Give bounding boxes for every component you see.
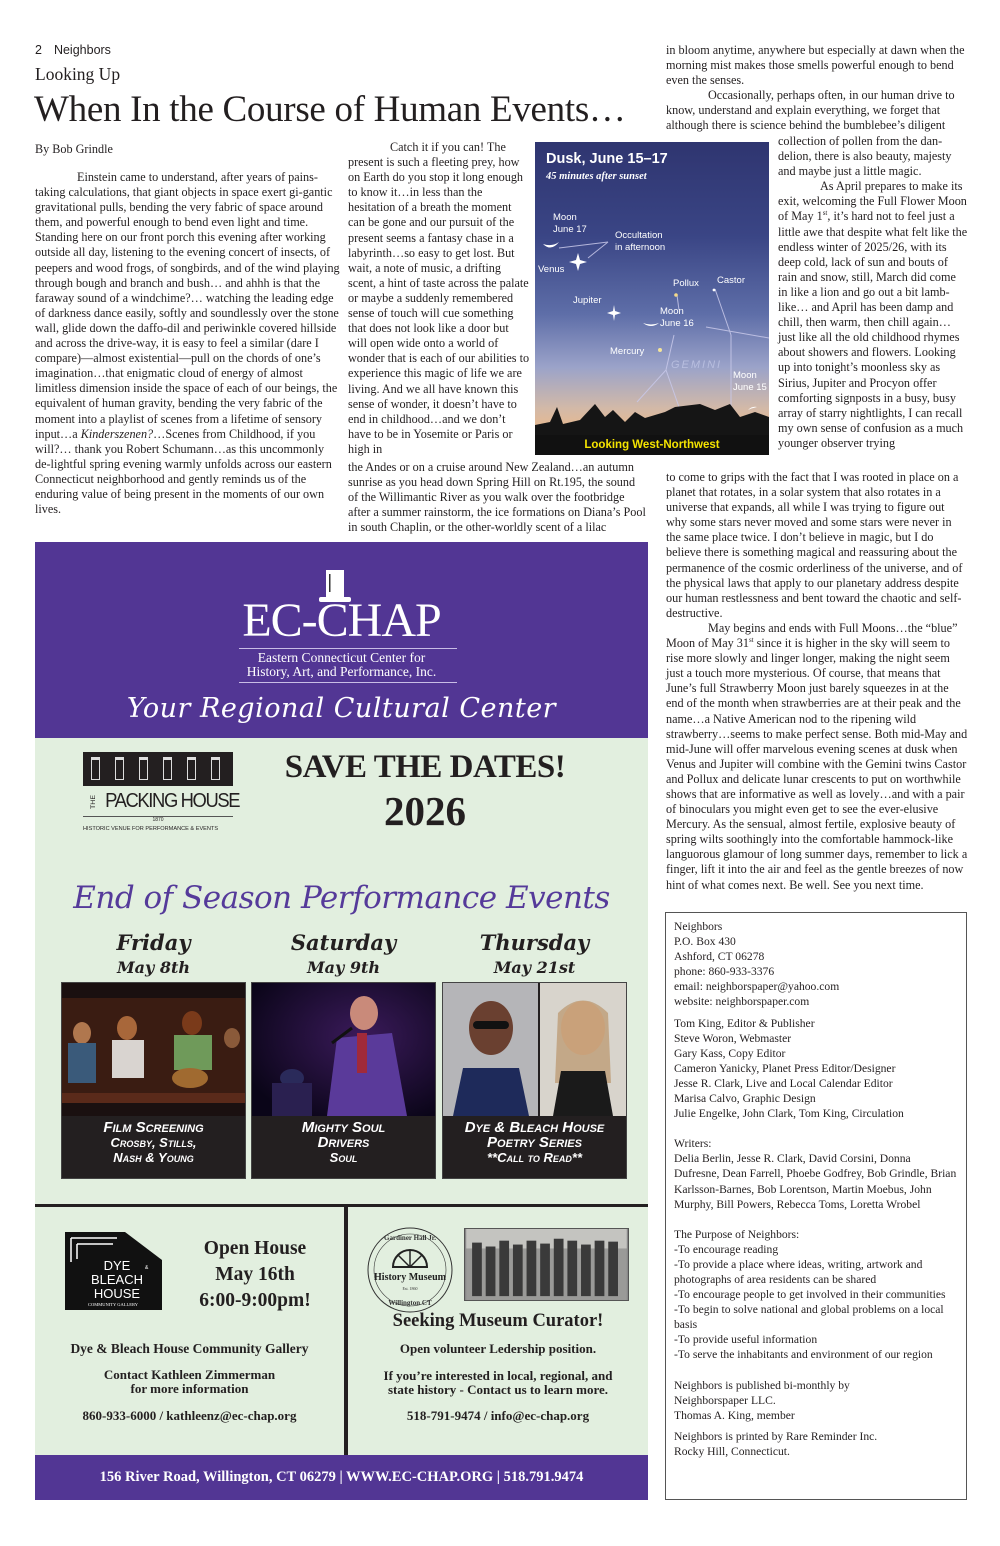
seal-text: Willington CT [388, 1299, 432, 1307]
masthead-box [665, 912, 967, 1500]
article-column-3-wrap [778, 134, 968, 451]
ec-chap-advertisement [35, 542, 648, 1500]
moon-crescent-june17 [543, 242, 559, 248]
published-line: Neighborspaper LLC. [674, 1393, 776, 1407]
event-subtitle: Poetry Series [487, 1134, 582, 1151]
address-line: P.O. Box 430 [674, 935, 736, 949]
event-date: May 8th [116, 958, 191, 977]
masthead-address [674, 919, 958, 1010]
poets-photo [443, 983, 626, 1116]
label-moon-june15: Moon June 15 [733, 370, 767, 393]
save-the-dates-year: 2026 [384, 788, 466, 834]
writers-label: Writers: [674, 1137, 712, 1151]
logo-text: COMMUNITY GALLERY [88, 1302, 138, 1307]
paragraph: Catch it if you can! The present is such a fleeting prey, how on Earth do you stop it long enough to know it…in less than the hesitation of a breath the moment can be gone and our pursuit of the present seems a fantasy chase in a labyrinth…so easy to get lost. But wait, a note of music, a drifting scent, a hint of taste across the palate or maybe a suddenly remembered sense of touch will cue something that does not look like a door but will open wide onto a world of wonder that is each of our abilities to experience this magic of life we are living. And we all have known this sense of wonder, it doesn’t have to end in childhood…and we don’t have to be in Yosemite or Paris or high in [348, 140, 530, 456]
packing-house-the: THE [90, 794, 97, 809]
ad-divider-horizontal [35, 1204, 648, 1207]
purpose-item: -To serve the inhabitants and environment of our region [674, 1348, 933, 1362]
event-friday [61, 930, 246, 1179]
column-icon [211, 757, 220, 780]
paragraph-text: since it is higher in the sky will seem to rise more slowly and linger longer, making the night seem just a touch more mysterious. Of course, that means that June’s full Strawberry Moon just barely squeezes in at the end of the month when strawberries are at their peak and the name…a Native American nod to the ripening wild strawberry…seems to make perfect sense. Both mid-May and mid-June will offer marvelous evening scenes at dusk when Venus and Jupiter will combine with the Gemini twins Castor and Pollux and delicate lunar crescents to put on worthwhile shows that are informative as well as lovely…and with a pair of binoculars you might even get to see the ever-elusive Mercury. As the sensual, almost fertile, explosive beauty of spring wilts soothingly into the comfortable hammock-like languorous glamour of long summer days, remember to lick a finger, lift it into the air and feel as the gentle breezes of now hint of what comes next. Be well. See you next time. [666, 636, 968, 892]
purpose-item: -To encourage people to get involved in their communities [674, 1288, 946, 1302]
packing-house-name [83, 789, 240, 813]
paragraph: collection of pollen from the dan-delion, there is also beauty, majesty and maybe just a little magic. [778, 134, 952, 179]
band-photo [62, 983, 245, 1116]
staff-line: Jesse R. Clark, Live and Local Calendar Editor [674, 1076, 893, 1090]
event-caption [443, 1120, 626, 1165]
address-line: Neighbors [674, 920, 723, 933]
superscript: st [748, 635, 754, 644]
writers-list: Delia Berlin, Jesse R. Clark, David Corsini, Donna Dufresne, Dean Farrell, Phoebe Godfrey, Bob Grindle, Brian Karlsson-Barnes, Bob Lorentson, Martin Moebus, John Murphy, Bill Powers, Rebecca Toms, Loretta Wrobel [674, 1152, 957, 1211]
paragraph: the Andes or on a cruise around New Zealand…an autumn sunrise as you head down Spring Hill on Rt.195, the sound of the Willimantic River as you walk over the footbridge after a summer rainstorm, the ice formations on Diana’s Pool in south Chaplin, or the other-worldly scent of a lilac [348, 460, 646, 535]
staff-line: Cameron Yanicky, Planet Press Editor/Designer [674, 1061, 896, 1075]
article-column-3-top [666, 43, 966, 134]
packing-house-title: PACKING HOUSE [105, 790, 240, 812]
contact-line: Contact Kathleen Zimmerman [103, 1367, 276, 1382]
ec-chap-logo-text: EC-CHAP [242, 594, 441, 647]
seal-text: Est. 1860 [402, 1286, 418, 1291]
printed-line: Rocky Hill, Connecticut. [674, 1444, 790, 1458]
running-head [35, 43, 123, 57]
logo-text: & [145, 1265, 149, 1271]
label-jupiter: Jupiter [573, 295, 602, 306]
paragraph-text: May begins and ends with Full Moons…the “blue” Moon of May 31 [666, 620, 958, 651]
save-the-dates-heading: SAVE THE DATES! [284, 749, 566, 785]
open-house-time: 6:00-9:00pm! [199, 1290, 311, 1311]
logo-text: DYE [103, 1258, 131, 1273]
byline: By Bob Grindle [35, 142, 113, 156]
logo-text: HOUSE [93, 1286, 141, 1301]
page-number: 2 [35, 43, 42, 57]
event-caption [252, 1120, 435, 1165]
museum-heading: Seeking Museum Curator! [392, 1311, 604, 1331]
paragraph: Occasionally, perhaps often, in our human drive to know, understand and explain everything, we forget that although there is science behind the bumblebee’s diligent [666, 88, 955, 133]
ad-header-band [35, 542, 648, 738]
castor-dot [713, 289, 716, 292]
article-column-2 [348, 140, 530, 458]
event-card [61, 982, 246, 1179]
article-column-1 [35, 170, 340, 517]
event-date: May 9th [306, 958, 381, 977]
event-title: Dye & Bleach House [464, 1119, 605, 1136]
paragraph: to come to grips with the fact that I was rooted in place on a planet that rotates, in a solar system that also rotates in a universe that expands, all while I was trying to figure out why some stars never moved and some stars were never in the same place twice. I don’t believe in magic, but I do believe there is something magical and reassuring about the permanence of the cosmic orderliness of the universe, and of the physical laws that apply to our planetary address despite our human restlessness and bent toward the chaotic and self-destructive. [666, 470, 963, 620]
event-card [442, 982, 627, 1179]
paragraph-text: Einstein came to understand, after years of pains-taking calculations, that giant objects in space exert gi-gantic gravitational pulls, bending the very fabric of space around them, and powerful enough to bend even light and time. Standing here on our front porch this evening after working outside all day, listening to the evening concert of insects, of peepers and wood frogs, of songbirds, and of the wind playing through bough and branch and bush… and ahhh is that the faraway sound of a windchime?… watching the leading edge of darkness dance easily, softly and soundlessly over the stone wall, glide down the daffo-dil and periwinkle covered hillside and across the drive-way, it is easy to feel a similar (dare I compare)—almost existential—pull on the chords of one’s imagination…that enigmatic cloud of energy of almost limitless dimension inside the space of each of our beings, the equivalent of human gravity, bending the very fabric of the moment into a playlist of scenes from a lifetime of sensory input…a [35, 170, 340, 441]
section-title: Looking Up [35, 64, 121, 84]
event-subtitle: **Call to Read** [486, 1150, 583, 1165]
historic-workers-photo [464, 1228, 629, 1301]
email-line[interactable]: email: neighborspaper@yahoo.com [674, 980, 840, 994]
address-line: Ashford, CT 06278 [674, 950, 765, 964]
jupiter-star [607, 305, 621, 321]
paragraph [666, 621, 968, 893]
museum-contact [348, 1369, 648, 1397]
org-line-1: Eastern Connecticut Center for [257, 650, 426, 665]
spacer [674, 1212, 958, 1227]
paragraph [35, 170, 340, 517]
event-title: Film Screening [103, 1119, 204, 1136]
open-house-date: May 16th [215, 1264, 295, 1285]
singer-photo [252, 983, 435, 1116]
event-day: Friday [116, 930, 191, 955]
italic-title: Kinderszenen? [80, 426, 154, 441]
sky-chart-title: Dusk, June 15–17 [546, 151, 668, 167]
label-occultation: Occultation in afternoon [615, 230, 666, 253]
label-castor: Castor [717, 275, 745, 286]
address-line: phone: 860-933-3376 [674, 965, 775, 979]
ad-footer: 156 River Road, Willington, CT 06279 | WWW.EC-CHAP.ORG | 518.791.9474 [35, 1455, 648, 1500]
pollux-dot [674, 293, 678, 297]
column-icon [115, 757, 124, 780]
event-caption [62, 1120, 245, 1165]
org-line-2: History, Art, and Performance, Inc. [246, 664, 437, 679]
event-day: Saturday [290, 930, 397, 955]
open-house-title: Open House [203, 1238, 307, 1259]
purpose-item: -To provide useful information [674, 1333, 818, 1347]
event-saturday [251, 930, 436, 1179]
gallery-contact [35, 1368, 344, 1396]
purpose-item: -To encourage reading [674, 1242, 779, 1256]
museum-line: Open volunteer Ledership position. [399, 1341, 597, 1356]
purpose-label: The Purpose of Neighbors: [674, 1227, 800, 1241]
label-gemini: GEMINI [671, 359, 723, 371]
event-card [251, 982, 436, 1179]
label-venus: Venus [538, 264, 565, 275]
column-icon [187, 757, 196, 780]
logo-text: BLEACH [90, 1272, 144, 1287]
paragraph-text: As April prepares to make its exit, welcoming the Full Flower Moon of May 1 [778, 179, 967, 224]
staff-line: Tom King, Editor & Publisher [674, 1016, 815, 1030]
museum-line: state history - Contact us to learn more. [388, 1382, 608, 1397]
article-column-3-bottom [666, 470, 968, 893]
contact-line: for more information [130, 1381, 249, 1396]
sky-chart-figure [535, 142, 769, 455]
staff-line: Marisa Calvo, Graphic Design [674, 1092, 816, 1106]
staff-line: Gary Kass, Copy Editor [674, 1046, 786, 1060]
sky-chart-footer: Looking West-Northwest [535, 435, 769, 455]
moon-crescent-june16 [643, 323, 659, 326]
mercury-dot [658, 348, 662, 352]
packing-house-year: 1870 [83, 816, 233, 824]
moon-crescent-june15 [748, 407, 757, 410]
museum-phone-email[interactable]: 518-791-9474 / info@ec-chap.org [406, 1408, 590, 1423]
superscript: st [822, 209, 828, 218]
event-thursday [442, 930, 627, 1179]
history-museum-seal [365, 1225, 455, 1315]
open-house-info [175, 1236, 335, 1314]
ec-chap-tagline: Your Regional Cultural Center [126, 693, 557, 724]
ec-chap-full-name [35, 651, 648, 679]
paragraph-text: …Scenes from Childhood, if you will?… thank you Robert Schumann…as this uncommonly de-lightful spring evening warmly unfolds across our eastern Connecticut neighborhood and gently reminds us of the enduring value of being present in the moments of our own lives. [35, 426, 332, 517]
column-icon [139, 757, 148, 780]
gallery-name: Dye & Bleach House Community Gallery [70, 1341, 309, 1356]
event-subtitle: Drivers [317, 1134, 370, 1151]
paragraph [778, 179, 968, 451]
gallery-phone-email[interactable]: 860-933-6000 / kathleenz@ec-chap.org [82, 1408, 297, 1423]
sky-chart-drawing [535, 142, 769, 455]
seal-text: History Museum [374, 1272, 446, 1283]
label-moon-june16: Moon June 16 [660, 306, 694, 329]
event-subtitle: Crosby, Stills, [110, 1135, 197, 1150]
headline: When In the Course of Human Events… [34, 89, 626, 130]
published-line: Neighbors is published bi-monthly by [674, 1378, 850, 1392]
masthead-staff [674, 1016, 958, 1122]
column-icon [91, 757, 100, 780]
packing-house-logo [83, 752, 233, 786]
venus-star [569, 253, 587, 271]
column-icon [163, 757, 172, 780]
label-mercury: Mercury [610, 346, 645, 357]
paragraph: in bloom anytime, anywhere but especially at dawn when the morning mist makes those smells powerful enough to bend even the senses. [666, 43, 965, 88]
publication-name: Neighbors [53, 43, 111, 57]
spacer [674, 1121, 958, 1136]
sky-chart-subtitle: 45 minutes after sunset [546, 171, 647, 182]
article-column-2-continued [348, 460, 648, 535]
staff-line: Steve Woron, Webmaster [674, 1031, 792, 1045]
event-subtitle: Soul [329, 1150, 358, 1165]
label-moon-june17: Moon June 17 [553, 212, 587, 235]
seal-text: Gardiner Hall Jr. [384, 1234, 436, 1242]
event-title: Mighty Soul [301, 1119, 386, 1136]
published-line: Thomas A. King, member [674, 1408, 795, 1422]
staff-line: Julie Engelke, John Clark, Tom King, Circulation [674, 1107, 904, 1121]
printed-line: Neighbors is printed by Rare Reminder Inc. [674, 1429, 878, 1443]
event-day: Thursday [479, 930, 590, 955]
museum-line: If you’re interested in local, regional, and [383, 1368, 613, 1383]
label-pollux: Pollux [673, 278, 699, 289]
event-date: May 21st [493, 958, 576, 977]
event-subtitle: Nash & Young [113, 1150, 194, 1165]
packing-house-tagline: HISTORIC VENUE FOR PERFORMANCE & EVENTS [83, 826, 219, 832]
purpose-item: -To begin to solve national and global problems on a local basis [674, 1303, 944, 1332]
spacer [674, 1363, 958, 1378]
logo-rule [239, 682, 457, 683]
dye-bleach-house-logo [65, 1232, 162, 1310]
events-heading: End of Season Performance Events [73, 880, 610, 916]
website-line[interactable]: website: neighborspaper.com [674, 995, 810, 1009]
purpose-item: -To provide a place where ideas, writing, artwork and photographs of area residents can be shared [674, 1257, 923, 1286]
paragraph-text: , it’s hard not to feel just a little awe that despite what felt like the endless winter of 2025/26, with its deep cold, lack of sun and bouts of rain and snow, still, March did come in like a lion and go out a bit lamb-like… and April has been damp and chill, then warm, then chill again…just like all the old childhood rhymes about showers and flowers. Looking up into tonight’s moonless sky as Sirius, Jupiter and Procyon offer comforting signposts in a busy, busy array of starry nightlights, I can recall my own sense of confusion as a much younger observer trying [778, 209, 968, 450]
logo-rule [239, 648, 457, 649]
